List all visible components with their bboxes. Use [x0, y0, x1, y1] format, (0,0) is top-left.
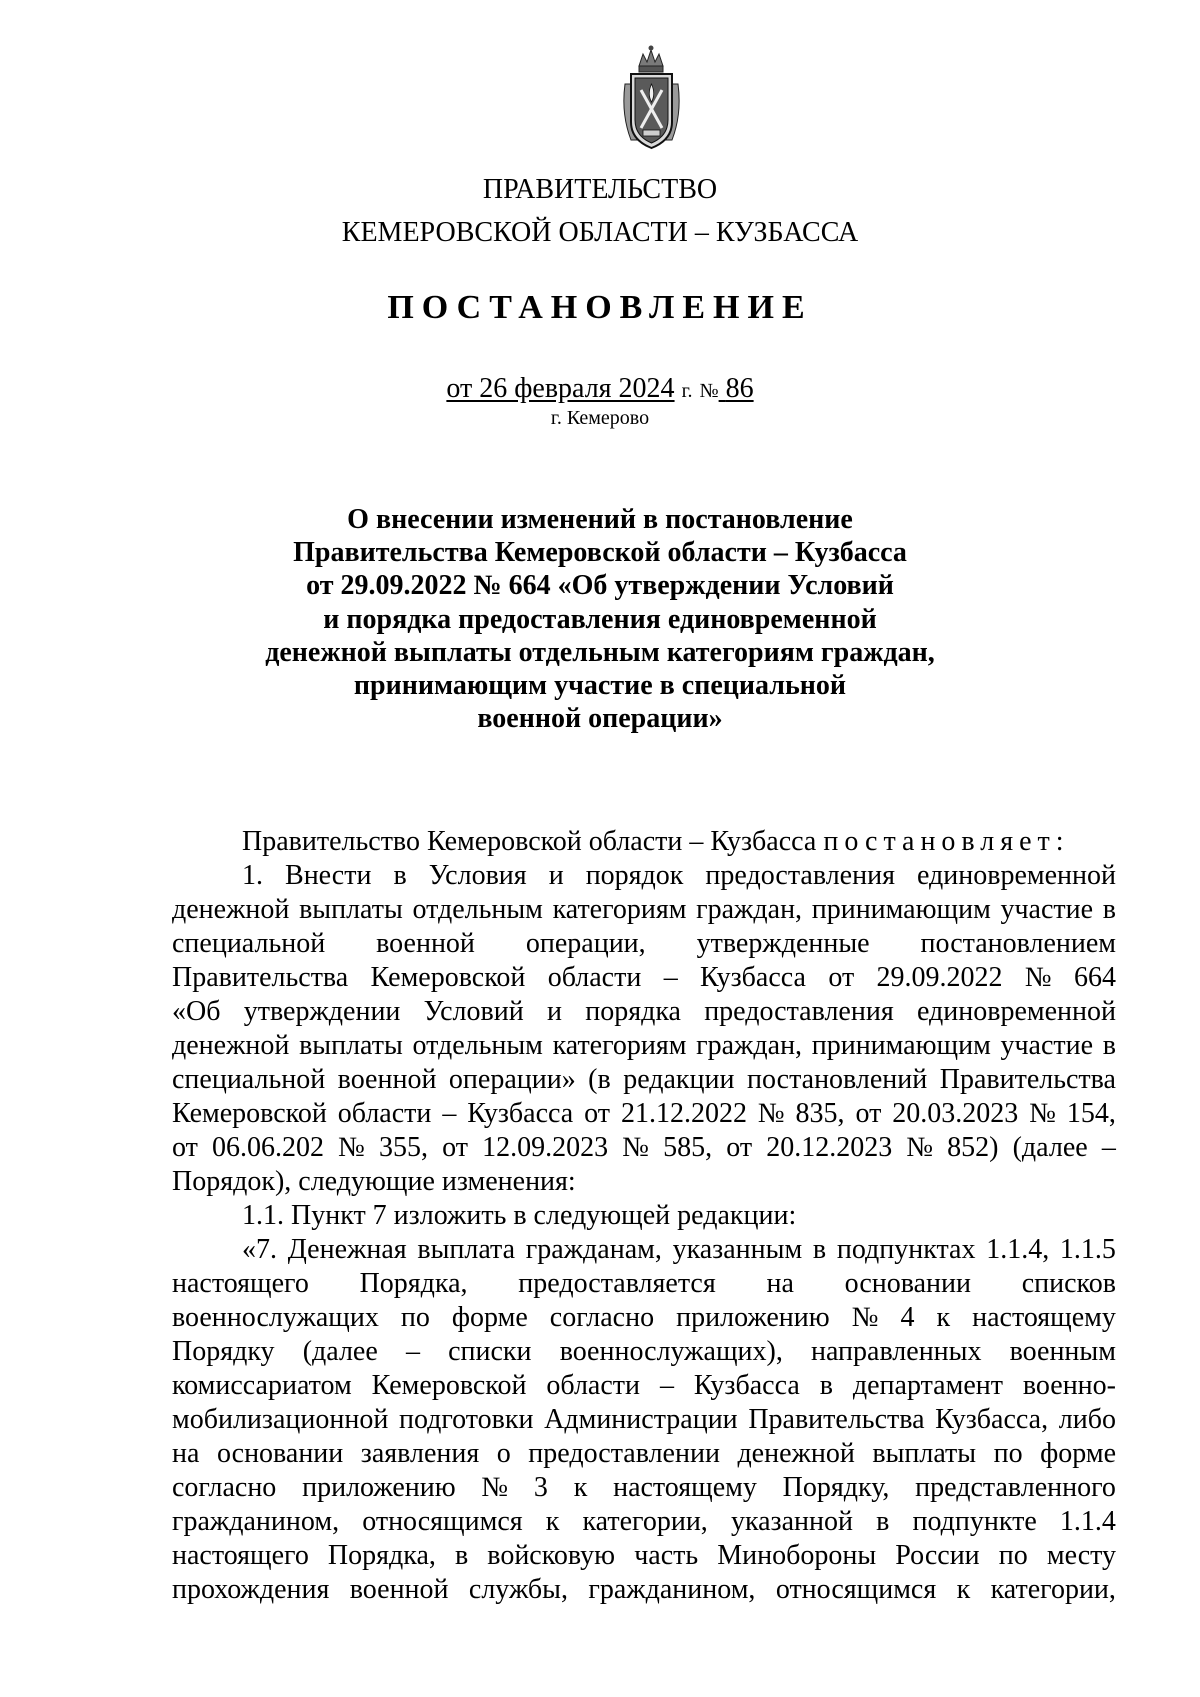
body-word: категории, — [990, 1574, 1116, 1605]
body-line: 1.1. Пункт 7 изложить в следующей редакции: — [242, 1200, 797, 1231]
body-word: – — [663, 962, 678, 993]
body-word: отдельным — [412, 1030, 543, 1061]
body-word: 1.1.5 — [1059, 1234, 1116, 1265]
body-word: – — [442, 1098, 457, 1129]
body-word: Порядку — [172, 1336, 275, 1367]
body-word: денежной — [737, 1438, 855, 1469]
body-line — [172, 1437, 1116, 1471]
body-word: в — [1102, 894, 1116, 925]
body-word: (далее — [302, 1336, 378, 1367]
body-word: прохождения — [172, 1574, 330, 1605]
title-line: денежной выплаты отдельным категориям граждан, — [265, 636, 935, 668]
body-word: гражданином, — [588, 1574, 756, 1605]
document-number: 86 — [725, 373, 754, 404]
body-word: Правительства — [748, 1404, 925, 1435]
body-word: «Об — [172, 996, 221, 1027]
body-word: подпункте — [912, 1506, 1037, 1537]
body-word: 21.12.2022 — [620, 1098, 747, 1129]
body-word: указанной — [730, 1506, 853, 1537]
body-word: в — [876, 1506, 890, 1537]
body-word: единовременной — [916, 996, 1116, 1027]
body-word: Администрации — [544, 1404, 738, 1435]
body-word: – — [1101, 1132, 1116, 1163]
body-word: военнослужащих — [172, 1302, 379, 1333]
body-word: от — [726, 1132, 753, 1163]
body-word: Порядка, — [359, 1268, 468, 1299]
body-word: относящимся — [775, 1574, 937, 1605]
body-word: № — [1024, 962, 1052, 993]
body-word: о — [496, 1438, 511, 1469]
body-word: операции, — [525, 928, 646, 959]
body-word: часть — [634, 1540, 699, 1571]
body-word: от — [584, 1098, 611, 1129]
body-line — [172, 995, 1116, 1029]
body-word: 1.1.4 — [1059, 1506, 1116, 1537]
body-word: Внести — [285, 860, 372, 891]
body-word: основании — [216, 1438, 344, 1469]
body-word: 154, — [1066, 1098, 1116, 1129]
body-word: месту — [1046, 1540, 1116, 1571]
body-word: согласно — [549, 1302, 655, 1333]
body-word: 1. — [242, 860, 263, 891]
body-word: и — [548, 860, 564, 891]
body-word: категориям — [552, 1030, 687, 1061]
body-word: от — [172, 1132, 198, 1163]
body-word: настоящего — [172, 1268, 309, 1299]
body-word: (далее — [1012, 1132, 1088, 1163]
body-word: в — [819, 1370, 833, 1401]
number-sign: № — [699, 380, 719, 402]
body-word: приложению — [302, 1472, 456, 1503]
body-word: от — [442, 1132, 468, 1163]
body-line — [172, 1097, 1116, 1131]
body-word: денежной — [172, 1030, 290, 1061]
body-word: в — [1102, 1030, 1116, 1061]
body-word: порядка — [585, 996, 681, 1027]
body-word: денежной — [172, 894, 290, 925]
body-word: № — [906, 1132, 934, 1163]
body-word: утвержденные — [696, 928, 870, 959]
body-word: – — [659, 1370, 674, 1401]
body-line — [172, 1267, 1116, 1301]
body-word: 1.1.4, — [986, 1234, 1050, 1265]
body-word: № — [622, 1132, 649, 1163]
title-line: принимающим участие в специальной — [353, 670, 847, 702]
body-word: № — [757, 1098, 785, 1129]
body-word: на — [172, 1438, 200, 1469]
body-word: либо — [1058, 1404, 1116, 1435]
body-word: области — [337, 1098, 432, 1129]
city-name: г. Кемерово — [550, 407, 650, 429]
body-word: участие — [1000, 894, 1094, 925]
body-word: (в — [588, 1064, 611, 1095]
body-word: единовременной — [916, 860, 1116, 891]
body-word: приложению — [676, 1302, 830, 1333]
body-lines — [172, 859, 1116, 1607]
body-word: Кузбасса — [700, 962, 806, 993]
body-word: форме — [451, 1302, 528, 1333]
body-word: 20.12.2023 — [766, 1132, 893, 1163]
body-word: 664 — [1073, 962, 1116, 993]
body-word: Правительства — [939, 1064, 1116, 1095]
body-word: 06.06.202 — [212, 1132, 324, 1163]
body-word: форме — [1040, 1438, 1116, 1469]
body-word: выплаты — [299, 894, 403, 925]
body-word: Порядку, — [782, 1472, 890, 1503]
title-line: и порядка предоставления единовременной — [323, 603, 877, 635]
body-word: основании — [844, 1268, 971, 1299]
body-word: службы, — [468, 1574, 568, 1605]
body-word: Условия — [428, 860, 527, 891]
title-line: от 29.09.2022 № 664 «Об утверждении Условий — [306, 570, 894, 602]
body-word: выплата — [417, 1234, 516, 1265]
body-word: участие — [1000, 1030, 1094, 1061]
body-word: 20.03.2023 — [892, 1098, 1019, 1129]
body-word: 4 — [900, 1302, 915, 1333]
body-word: департамент — [852, 1370, 1003, 1401]
body-word: предоставления — [705, 860, 895, 891]
coat-of-arms-icon — [619, 44, 684, 154]
document-type-heading: ПОСТАНОВЛЕНИЕ — [387, 289, 813, 326]
body-word: 12.09.2023 — [482, 1132, 609, 1163]
body-line — [172, 859, 1116, 893]
body-word: предоставлении — [528, 1438, 720, 1469]
body-line — [172, 1233, 1116, 1267]
body-word: гражданином, — [172, 1506, 340, 1537]
date-number-line — [0, 372, 1200, 408]
body-line — [172, 1369, 1116, 1403]
body-word: в — [454, 1540, 469, 1571]
org-name-line-2: КЕМЕРОВСКОЙ ОБЛАСТИ – КУЗБАССА — [341, 217, 859, 248]
body-word: в — [812, 1234, 827, 1265]
body-word: настоящему — [613, 1472, 757, 1503]
body-word: Кемеровской — [172, 1098, 327, 1129]
body-word: области — [547, 962, 642, 993]
body-word: военной — [376, 928, 475, 959]
body-word: Кузбасса — [693, 1370, 800, 1401]
body-word: отдельным — [412, 894, 543, 925]
body-word: 355, — [378, 1132, 428, 1163]
body-word: «7. — [242, 1234, 277, 1265]
body-line — [172, 1301, 1116, 1335]
document-title — [0, 503, 1200, 735]
body-word: категории, — [582, 1506, 708, 1537]
body-word: относящимся — [362, 1506, 523, 1537]
body-line — [172, 893, 1116, 927]
body-word: России — [895, 1540, 980, 1571]
body-line — [172, 1505, 1116, 1539]
body-word: к — [956, 1574, 971, 1605]
body-word: военной — [337, 1064, 437, 1095]
body-word: граждан, — [696, 1030, 803, 1061]
body-line — [172, 1131, 1116, 1165]
body-line — [172, 1539, 1116, 1573]
body-line — [172, 1471, 1116, 1505]
body-word: № — [851, 1302, 879, 1333]
body-word: утверждении — [243, 996, 401, 1027]
body-word: № — [1029, 1098, 1056, 1129]
body-word: постановлений — [746, 1064, 928, 1095]
org-name-line-1: ПРАВИТЕЛЬСТВО — [482, 174, 718, 205]
body-word: Кемеровской — [371, 1370, 527, 1401]
body-word: Условий — [423, 996, 524, 1027]
body-word: Правительства — [172, 962, 349, 993]
body-word: 3 — [533, 1472, 548, 1503]
body-line — [172, 1063, 1116, 1097]
body-word: по — [993, 1438, 1023, 1469]
year-suffix: г. — [681, 380, 693, 402]
body-line — [172, 1573, 1116, 1607]
body-word: постановлением — [920, 928, 1116, 959]
body-word: представленного — [915, 1472, 1116, 1503]
body-word: от — [855, 1098, 882, 1129]
body-word: принимающим — [811, 1030, 991, 1061]
body-word: списки — [448, 1336, 532, 1367]
body-word: подготовки — [398, 1404, 534, 1435]
body-word: настоящего — [172, 1540, 309, 1571]
body-word: на — [766, 1268, 794, 1299]
body-word: Кузбасса, — [935, 1404, 1049, 1435]
body-word: принимающим — [811, 894, 991, 925]
body-word: к — [545, 1506, 560, 1537]
body-word: указанным — [672, 1234, 803, 1265]
body-word: Денежная — [287, 1234, 407, 1265]
body-word: выплаты — [872, 1438, 977, 1469]
body-word: – — [405, 1336, 420, 1367]
body-word: специальной — [172, 1064, 326, 1095]
body-word: военным — [1009, 1336, 1116, 1367]
body-word: к — [573, 1472, 588, 1503]
body-line — [172, 1029, 1116, 1063]
title-line: Правительства Кемеровской области – Кузбасса — [293, 537, 907, 569]
body-word: военнослужащих), — [559, 1336, 783, 1367]
body-word: специальной — [172, 928, 326, 959]
body-word: в — [393, 860, 407, 891]
resolution-intro — [172, 825, 1116, 859]
body-word: военно- — [1022, 1370, 1116, 1401]
body-word: 585, — [663, 1132, 713, 1163]
body-line — [172, 1403, 1116, 1437]
body-word: по — [998, 1540, 1028, 1571]
body-line: Порядок), следующие изменения: — [172, 1166, 576, 1197]
body-word: комиссариатом — [172, 1370, 352, 1401]
body-word: настоящему — [972, 1302, 1116, 1333]
body-word: гражданам, — [525, 1234, 662, 1265]
body-word: к — [936, 1302, 951, 1333]
intro-text: Правительство Кемеровской области – Кузбасса — [242, 826, 817, 857]
body-word: 835, — [795, 1098, 845, 1129]
body-word: подпунктах — [836, 1234, 976, 1265]
body-word: мобилизационной — [172, 1404, 389, 1435]
body-word: граждан, — [696, 894, 803, 925]
body-word: Кемеровской — [370, 962, 526, 993]
body-line — [172, 1335, 1116, 1369]
body-word: и — [546, 996, 562, 1027]
body-word: 852) — [947, 1132, 999, 1163]
body-word: по — [400, 1302, 430, 1333]
body-word: Минобороны — [717, 1540, 877, 1571]
body-word: порядок — [585, 860, 684, 891]
body-word: предоставляется — [518, 1268, 716, 1299]
body-word: заявления — [360, 1438, 480, 1469]
body-word: войсковую — [487, 1540, 616, 1571]
title-line: О внесении изменений в постановление — [347, 504, 853, 535]
body-word: направленных — [810, 1336, 982, 1367]
title-line: военной операции» — [477, 703, 723, 735]
body-word: области — [546, 1370, 641, 1401]
body-word: 29.09.2022 — [876, 962, 1003, 993]
body-word: категориям — [552, 894, 687, 925]
body-word: редакции — [623, 1064, 735, 1095]
body-line — [172, 961, 1116, 995]
body-word: Кузбасса — [467, 1098, 574, 1129]
body-word: выплаты — [299, 1030, 403, 1061]
body-word: Порядка, — [327, 1540, 436, 1571]
body-word: операции» — [448, 1064, 576, 1095]
body-word: согласно — [172, 1472, 277, 1503]
body-word: списков — [1021, 1268, 1116, 1299]
document-body — [172, 825, 1116, 1607]
document-date: от 26 февраля 2024 — [446, 373, 675, 404]
body-word: военной — [349, 1574, 449, 1605]
body-word: от — [828, 962, 855, 993]
intro-spaced-word: постановляет: — [823, 826, 1070, 857]
body-word: № — [338, 1132, 365, 1163]
body-word: предоставления — [704, 996, 894, 1027]
body-word: № — [481, 1472, 509, 1503]
body-line — [172, 927, 1116, 961]
